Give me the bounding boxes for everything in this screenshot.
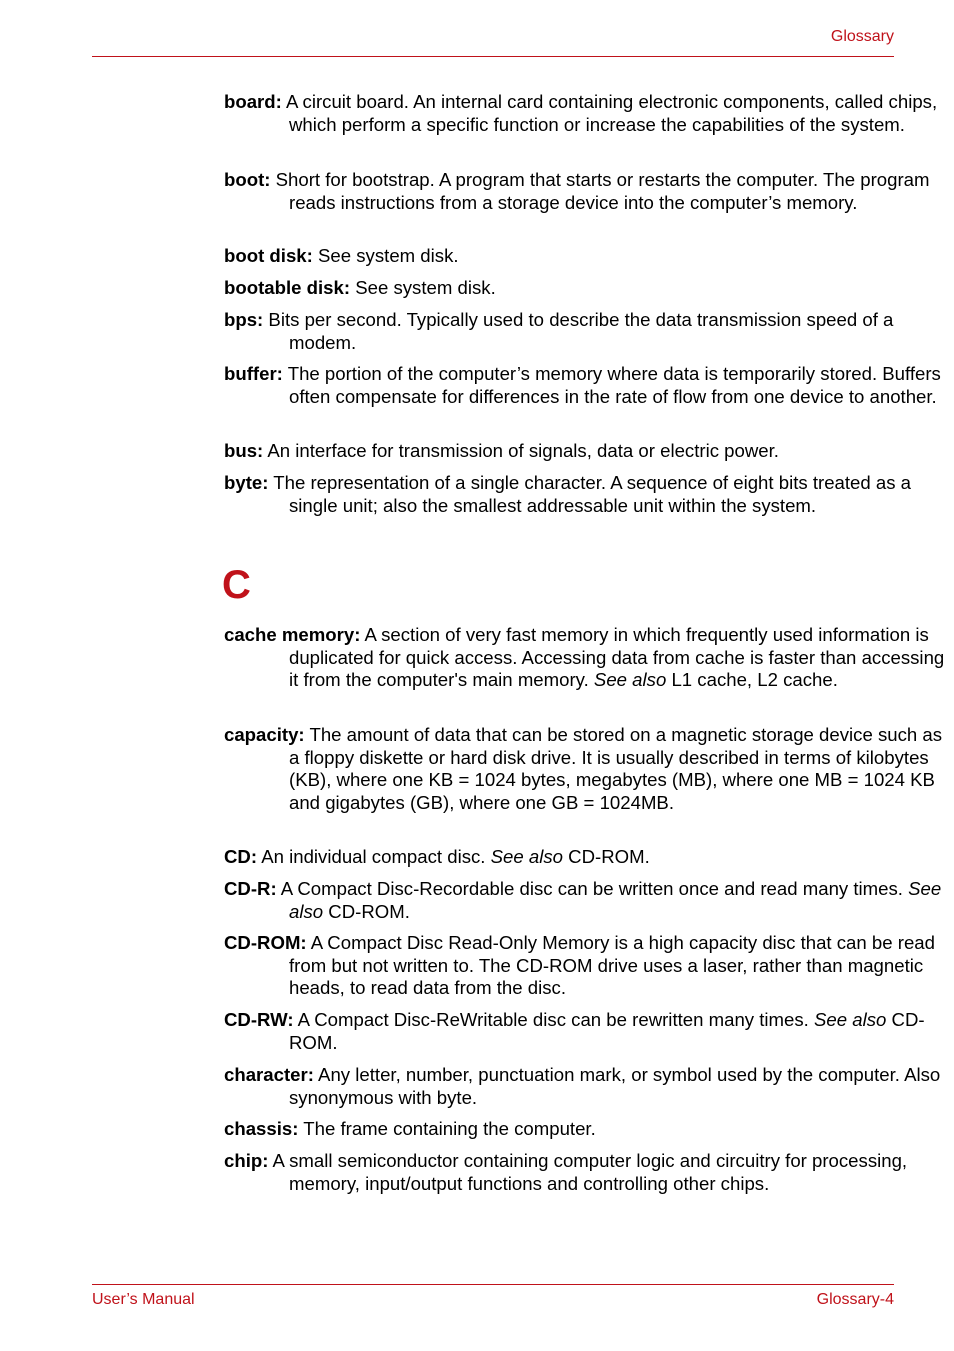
glossary-entry [224,277,954,300]
entry-term: byte: [224,472,269,493]
glossary-entry [224,624,954,692]
entry-term: CD-RW: [224,1009,294,1030]
glossary-entry [224,724,954,814]
entry-definition: Any letter, number, punctuation mark, or symbol used by the computer. Also synonymous with byte. [289,1064,941,1108]
entry-reference: CD-ROM. [563,846,650,867]
entry-definition: A section of very fast memory in which frequently used information is duplicated for quick access. Accessing data from cache is faster than accessing it from the computer's main memory. [289,624,945,691]
entry-definition: A Compact Disc Read-Only Memory is a high capacity disc that can be read from but not written to. The CD-ROM drive uses a laser, rather than magnetic heads, to read data from the disc. [289,932,935,999]
entry-definition: An individual compact disc. [257,846,491,867]
entry-term: CD-R: [224,878,277,899]
entry-definition: The amount of data that can be stored on a magnetic storage device such as a floppy diskette or hard disk drive. It is usually described in terms of kilobytes (KB), where one KB = 1024 bytes, megabytes (MB), where one MB = 1024 KB and gigabytes (GB), where one GB = 1024MB. [289,724,943,813]
entry-definition: See system disk. [350,277,496,298]
entry-term: CD: [224,846,258,867]
entry-term: capacity: [224,724,305,745]
footer-rule [92,1284,894,1285]
glossary-entry [224,846,954,869]
entry-definition: See system disk. [312,245,459,266]
entry-definition: Short for bootstrap. A program that starts or restarts the computer. The program reads instructions from a storage device into the computer’s memory. [270,169,930,213]
entry-definition: A Compact Disc-Recordable disc can be written once and read many times. [276,878,909,899]
glossary-entry [224,91,954,136]
entry-reference: CD-ROM. [289,1009,925,1053]
see-also-label: See also [490,846,564,867]
entry-reference: L1 cache, L2 cache. [666,669,838,691]
footer-manual-title: User’s Manual [92,1291,195,1308]
entry-term: chip: [224,1150,269,1171]
entry-definition: A Compact Disc-ReWritable disc can be rewritten many times. [293,1009,815,1030]
glossary-entry [224,472,954,517]
running-header: Glossary [830,28,894,45]
entry-term: character: [224,1064,314,1085]
page-number: Glossary-4 [816,1291,894,1308]
header-rule [92,56,894,57]
glossary-entry [224,1150,954,1195]
entry-term: bps: [224,309,264,330]
glossary-entry [224,1064,954,1109]
entry-term: CD-ROM: [224,932,307,953]
entry-definition: An interface for transmission of signals, data or electric power. [263,440,779,461]
entry-term: boot disk: [224,245,313,266]
entry-term: bootable disk: [224,277,351,298]
entry-definition: The representation of a single character. A sequence of eight bits treated as a single unit; also the smallest addressable unit within the system. [268,472,912,516]
entry-definition: Bits per second. Typically used to describe the data transmission speed of a modem. [263,309,894,353]
glossary-entry [224,878,954,923]
glossary-entry [224,363,954,408]
entry-term: board: [224,91,282,112]
see-also-label: See also [814,1009,887,1030]
glossary-entry [224,440,954,463]
entry-reference: CD-ROM. [323,900,410,922]
glossary-entry [224,309,954,354]
glossary-entry [224,1118,954,1141]
see-also-label: See also [593,669,667,691]
entry-definition: A small semiconductor containing computer logic and circuitry for processing, memory, input/output functions and controlling other chips. [268,1150,908,1194]
entry-definition: A circuit board. An internal card containing electronic components, called chips, which perform a specific function or increase the capabilities of the system. [281,91,938,135]
entry-term: bus: [224,440,264,461]
entry-term: buffer: [224,363,283,384]
entry-definition: The frame containing the computer. [298,1118,596,1139]
section-letter-heading: C [222,563,251,607]
entry-definition: The portion of the computer’s memory where data is temporarily stored. Buffers often compensate for differences in the rate of flow from one device to another. [282,363,941,407]
glossary-entry [224,1009,954,1054]
glossary-entry [224,169,954,214]
entry-term: chassis: [224,1118,299,1139]
entry-term: cache memory: [224,624,361,645]
see-also-label: See also [289,878,942,922]
glossary-entry [224,245,954,268]
entry-term: boot: [224,169,271,190]
glossary-entry [224,932,954,1000]
